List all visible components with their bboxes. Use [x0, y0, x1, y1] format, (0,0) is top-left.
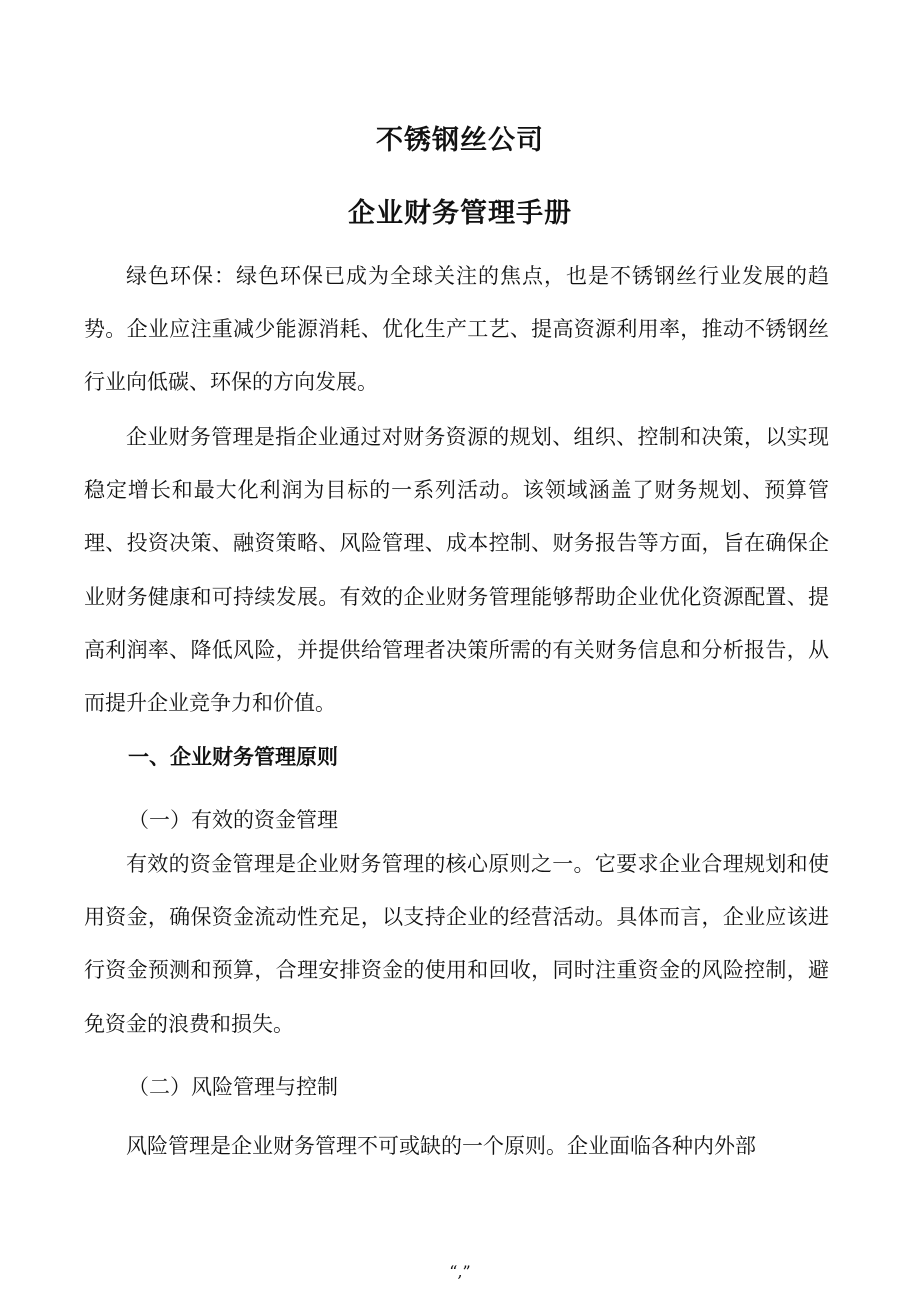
paragraph-risk-management: 风险管理是企业财务管理不可或缺的一个原则。企业面临各种内外部: [126, 1134, 756, 1158]
section-heading: 一、企业财务管理原则: [128, 745, 338, 769]
paragraph-green-environment: 绿色环保：绿色环保已成为全球关注的焦点，也是不锈钢丝行业发展的趋势。企业应注重减少能源消耗、优化生产工艺、提高资源利用率，推动不锈钢丝行业向低碳、环保的方向发展。: [84, 264, 829, 395]
document-title-company: 不锈钢丝公司: [376, 125, 544, 156]
paragraph-funds-management: 有效的资金管理是企业财务管理的核心原则之一。它要求企业合理规划和使用资金，确保资金流动性充足，以支持企业的经营活动。具体而言，企业应该进行资金预测和预算，合理安排资金的使用和回收，同时注重资金的风险控制，避免资金的浪费和损失。: [84, 852, 829, 1036]
subsection-heading-risk: （二）风险管理与控制: [128, 1075, 338, 1099]
document-title-manual: 企业财务管理手册: [348, 198, 572, 229]
subsection-heading-funds: （一）有效的资金管理: [128, 808, 338, 832]
paragraph-financial-management-intro: 企业财务管理是指企业通过对财务资源的规划、组织、控制和决策，以实现稳定增长和最大化利润为目标的一系列活动。该领域涵盖了财务规划、预算管理、投资决策、融资策略、风险管理、成本控制、财务报告等方面，旨在确保企业财务健康和可持续发展。有效的企业财务管理能够帮助企业优化资源配置、提高利润率、降低风险，并提供给管理者决策所需的有关财务信息和分析报告，从而提升企业竞争力和价值。: [84, 425, 829, 716]
page-footer: “,”: [449, 1262, 471, 1281]
